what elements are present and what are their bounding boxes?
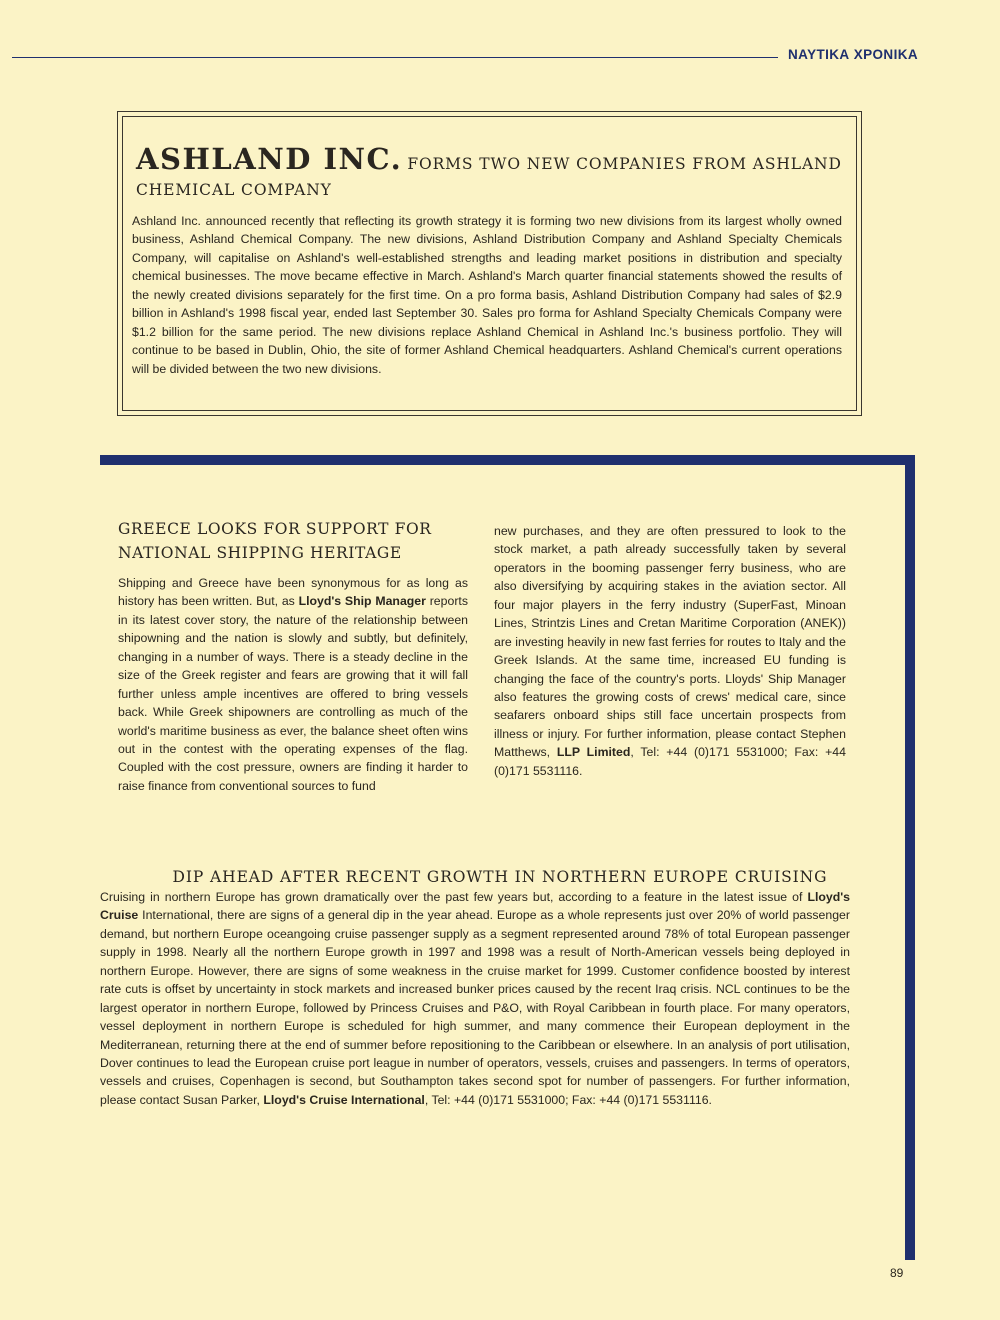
ashland-headline-company: ASHLAND INC. <box>136 142 403 176</box>
cruise-text-c: , Tel: +44 (0)171 5531000; Fax: +44 (0)171 5531116. <box>424 1092 712 1107</box>
greece-col2-text-b: , Tel: +44 (0)171 5531000; Fax: +44 (0)171 5531116. <box>494 745 846 778</box>
feature-frame-right-bar <box>905 455 915 1260</box>
greece-headline: GREECE LOOKS FOR SUPPORT FOR NATIONAL SHIPPING HERITAGE <box>118 520 432 563</box>
greece-source-publication: Lloyd's Ship Manager <box>298 594 426 609</box>
cruise-headline: DIP AHEAD AFTER RECENT GROWTH IN NORTHERN EUROPE CRUISING <box>172 868 828 886</box>
header-rule <box>12 57 778 58</box>
page-number: 89 <box>890 1266 904 1280</box>
publication-title: ΝΑΥΤΙΚΑ ΧΡΟΝΙΚΑ <box>788 47 919 62</box>
cruise-contact-publication: Lloyd's Cruise International <box>263 1092 425 1107</box>
greece-col1-text-a: Shipping and Greece have been synonymous for as long as history has been written. But, as <box>118 576 468 609</box>
cruise-text-b: International, there are signs of a general dip in the year ahead. Europe as a whole represents just over 20% of world passenger demand, but northern Europe oceangoing cruise passenger supply as a segment represented around 78% of total European passenger supply in 1998. Nearly all the northern Europe growth in 1997 and 1998 was a result of North-American vessels being deployed in northern Europe. However, there are signs of some weakness in the cruise market for 1999. Customer confidence boosted by interest rate cuts is offset by uncertainty in stock markets and increased bunker prices caused by the recent Iraq crisis. NCL continues to be the largest operator in northern Europe, followed by Princess Cruises and P&O, with Royal Caribbean in fourth place. For many operators, vessel deployment in northern Europe is scheduled for high summer, and many commence their European deployment in the Mediterranean, returning there at the end of summer before repositioning to the Caribbean or elsewhere. In an analysis of port utilisation, Dover continues to lead the European cruise port league in number of operators, vessels, cruises and passengers. In terms of operators, vessels and cruises, Copenhagen is second, but Southampton takes second spot for number of passengers. For further information, please contact Susan Parker, <box>100 908 850 1107</box>
cruise-text-a: Cruising in northern Europe has grown dramatically over the past few years but, according to a feature in the latest issue of <box>100 890 808 904</box>
greece-col2-text-a: new purchases, and they are often pressured to look to the stock market, a path already successfully taken by several operators in the booming passenger ferry business, who are also diversifying by acquiring stakes in the aviation sector. All four major players in the ferry industry (SuperFast, Minoan Lines, Strintzis Lines and Cretan Maritime Corporation (ANEK)) are investing heavily in new fast ferries for routes to Italy and the Greek Islands. At the same time, increased EU funding is changing the face of the country's ports. Lloyds' Ship Manager also features the growing costs of crews' medical care, since seafarers onboard ships still face uncertain prospects from illness or injury. For further information, please contact Stephen Matthews, <box>494 524 846 760</box>
ashland-headline-rest: FORMS TWO NEW COMPANIES FROM ASHLAND CHEMICAL COMPANY <box>136 155 842 200</box>
greece-contact-company: LLP Limited <box>556 745 631 760</box>
cruise-source-publication: Lloyd's Cruise <box>100 890 850 923</box>
greece-col1-text-b: reports in its latest cover story, the nature of the relationship between shipowning and the nation is slowly and subtly, but definitely, changing in a number of ways. There is a steady decline in the size of the Greek register and fears are growing that it will fall further unless ample incentives are offered to bring vessels back. While Greek shipowners are controlling as much of the world's maritime business as ever, the balance sheet often wins out in the contest with the operating expenses of the flag. Coupled with the cost pressure, owners are finding it harder to raise finance from conventional sources to fund <box>118 594 468 793</box>
greece-article-column-1 <box>118 574 468 795</box>
ashland-article-body: Ashland Inc. announced recently that reflecting its growth strategy it is forming two new divisions from its largest wholly owned business, Ashland Chemical Company. The new divisions, Ashland Distribution Company and Ashland Specialty Chemicals Company, will capitalise on Ashland's well-established strengths and leading market positions in distribution and specialty chemical businesses. The move became effective in March. Ashland's March quarter financial statements showed the results of the newly created divisions separately for the first time. On a pro forma basis, Ashland Distribution Company had sales of $2.9 billion in Ashland's 1998 fiscal year, ended last September 30. Sales pro forma for Ashland Specialty Chemicals Company were $1.2 billion for the same period. The new divisions replace Ashland Chemical in Ashland Inc.'s business portfolio. They will continue to be based in Dublin, Ohio, the site of former Ashland Chemical headquarters. Ashland Chemical's current operations will be divided between the two new divisions. <box>132 214 842 376</box>
feature-frame-top-bar <box>100 455 915 465</box>
cruise-article-body <box>100 888 850 1109</box>
ashland-headline <box>136 140 851 201</box>
greece-article-column-2 <box>494 522 846 780</box>
